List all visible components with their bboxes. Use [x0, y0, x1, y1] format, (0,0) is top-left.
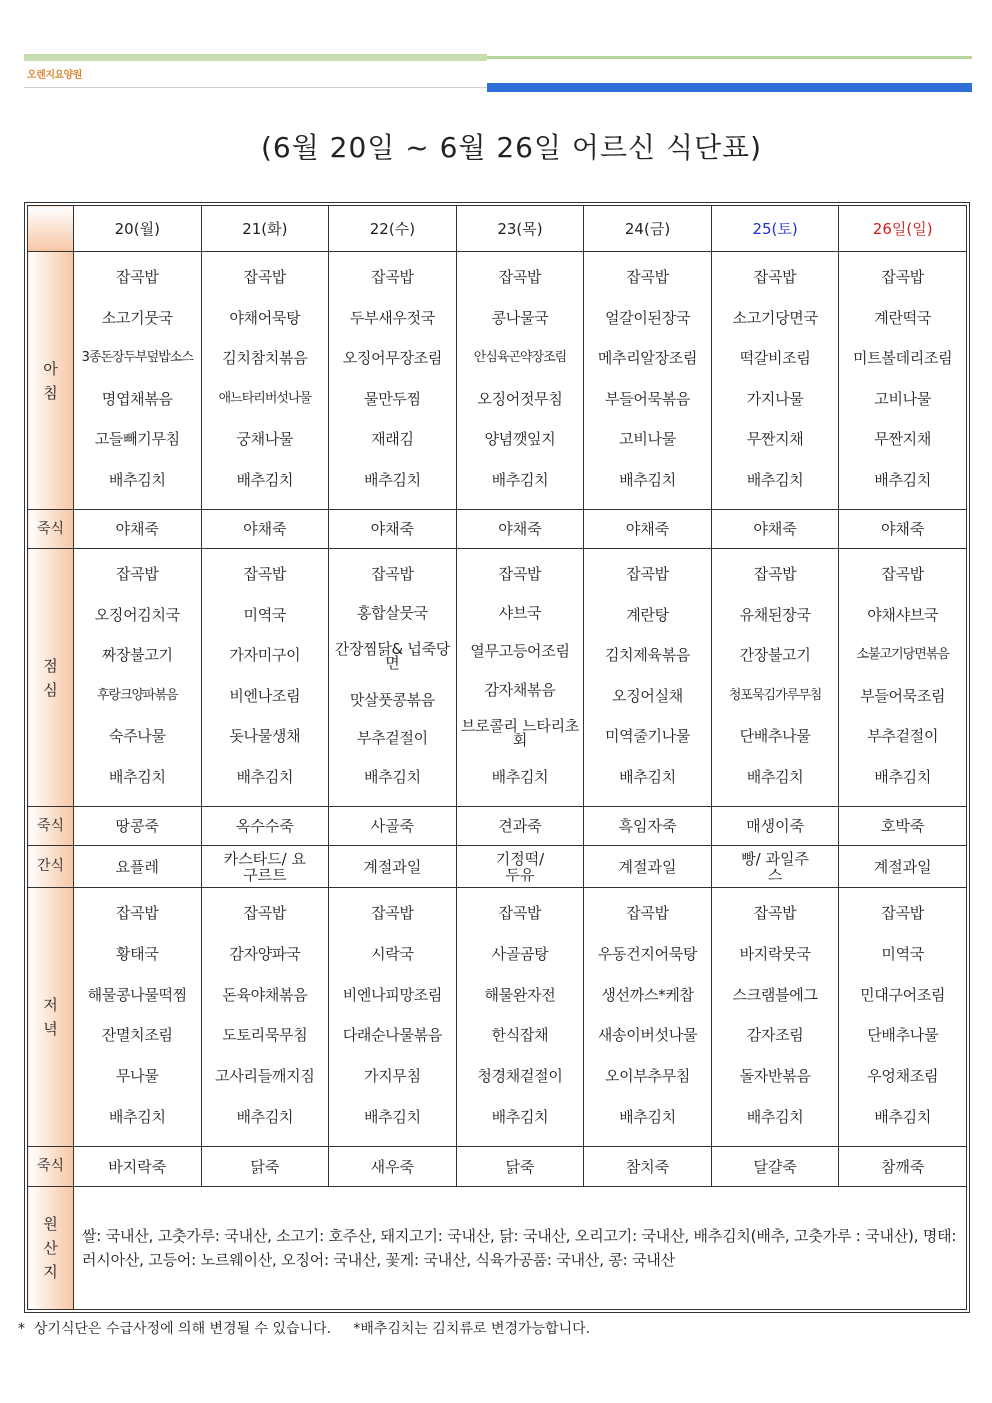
menu-item: 잡곡밥: [243, 565, 287, 583]
day-header-mon: 20(월): [74, 206, 202, 252]
menu-item: 간장불고기: [739, 646, 811, 665]
origin-row: [28, 1187, 967, 1310]
porridge-cell: 달걀죽: [711, 1147, 839, 1187]
menu-item: 콩나물국: [491, 308, 549, 327]
menu-item: 배추김치: [491, 470, 549, 489]
dinner-menu-list: [457, 888, 584, 1146]
menu-item: 오이부추무침: [604, 1067, 691, 1086]
menu-item: 무짠지채: [874, 430, 932, 449]
menu-item: 안심육곤약장조림: [473, 350, 567, 366]
menu-item: 비엔나조림: [229, 686, 301, 705]
menu-item: 3종돈장두부덮밥소스: [81, 350, 193, 366]
menu-item: 잡곡밥: [626, 904, 669, 922]
day-header-wed: 22(수): [329, 206, 457, 252]
menu-item: 민대구어조림: [860, 985, 946, 1004]
lunch-menu-list: [74, 549, 201, 806]
menu-item: 잡곡밥: [753, 904, 797, 922]
menu-item: 스크램블에그: [732, 985, 818, 1004]
dinner-cell: [584, 888, 712, 1147]
menu-item: 배추김치: [746, 767, 804, 786]
header-green-bar: [24, 54, 487, 61]
menu-item: 잡곡밥: [753, 268, 797, 286]
dinner-menu-list: [839, 888, 966, 1146]
snack-cell: 빵/ 과일주스: [711, 846, 839, 888]
menu-item: 야채샤브국: [867, 605, 939, 624]
lunch-cell: [74, 549, 202, 807]
menu-item: 잡곡밥: [881, 268, 924, 286]
menu-item: 무나물: [115, 1067, 159, 1086]
porridge-cell: 호박죽: [839, 807, 967, 846]
menu-item: 오징어젓무침: [477, 389, 563, 408]
porridge-cell: 참깨죽: [839, 1147, 967, 1187]
menu-item: 미역국: [243, 605, 287, 624]
lunch-menu-list: [457, 549, 584, 806]
footnote: * 상기식단은 수급사정에 의해 변경될 수 있습니다. *배추김치는 김치류로 변경가능합니다.: [18, 1321, 591, 1337]
menu-item: 잡곡밥: [626, 268, 669, 286]
header-green-line: [487, 56, 972, 59]
day-header-sat: 25(토): [711, 206, 839, 252]
menu-item: 감자조림: [746, 1026, 804, 1045]
menu-item: 배추김치: [236, 767, 294, 786]
lunch-cell: [584, 549, 712, 807]
menu-item: 잡곡밥: [115, 565, 159, 583]
menu-item: 가자미구이: [229, 646, 301, 665]
day-header-fri: 24(금): [584, 206, 712, 252]
menu-item: 잡곡밥: [243, 904, 287, 922]
dinner-cell: [711, 888, 839, 1147]
breakfast-cell: [201, 252, 329, 510]
menu-item: 해물콩나물떡찜: [87, 985, 187, 1004]
menu-item: 소고기뭇국: [101, 308, 173, 327]
menu-item: 감자채볶음: [484, 680, 556, 699]
dinner-menu-list: [202, 888, 329, 1146]
row-label-dinner: [28, 888, 74, 1147]
menu-item: 잡곡밥: [371, 565, 414, 583]
breakfast-cell: [74, 252, 202, 510]
breakfast-cell: [456, 252, 584, 510]
day-header-row: [28, 206, 967, 252]
menu-item: 청경채겉절이: [477, 1067, 563, 1086]
menu-item: 돗나물생채: [229, 727, 301, 746]
menu-item: 김치참치볶음: [222, 349, 308, 368]
menu-item: 소고기당면국: [732, 308, 818, 327]
porridge-cell: 옥수수죽: [201, 807, 329, 846]
dinner-menu-list: [712, 888, 839, 1146]
menu-item: 감자양파국: [229, 944, 301, 963]
label-text: 원 산 지: [43, 1215, 58, 1281]
menu-item: 잡곡밥: [498, 268, 542, 286]
menu-item: 짜장불고기: [101, 646, 173, 665]
menu-item: 잡곡밥: [881, 565, 924, 583]
menu-item: 우엉채조림: [867, 1067, 939, 1086]
breakfast-menu-list: [457, 252, 584, 509]
org-name: 오렌지요양원: [27, 70, 82, 81]
header-blue-bar: [487, 83, 972, 92]
dinner-menu-list: [584, 888, 711, 1146]
porridge-cell: 야채죽: [329, 510, 457, 549]
page-title: (6월 20일 ~ 6월 26일 어르신 식단표): [260, 131, 763, 164]
menu-item: 미트볼데리조림: [853, 349, 953, 368]
porridge-cell: 매생이죽: [711, 807, 839, 846]
dinner-menu-list: [74, 888, 201, 1146]
menu-table-frame: [24, 202, 970, 1313]
row-label-snack: 간식: [28, 846, 74, 888]
snack-cell: 계절과일: [584, 846, 712, 888]
menu-item: 잔멸치조림: [101, 1026, 173, 1045]
menu-item: 맛살풋콩볶음: [349, 690, 435, 709]
dinner-cell: [329, 888, 457, 1147]
menu-item: 오징어실채: [612, 686, 683, 705]
menu-item: 사골곰탕: [491, 944, 549, 963]
snack-cell: 계절과일: [839, 846, 967, 888]
lunch-menu-list: [839, 549, 966, 806]
menu-item: 해물완자전: [484, 985, 556, 1004]
menu-item: 새송이버섯나물: [597, 1026, 698, 1045]
menu-item: 배추김치: [491, 1107, 549, 1126]
porridge-cell: 사골죽: [329, 807, 457, 846]
dinner-menu-list: [329, 888, 456, 1146]
menu-item: 잡곡밥: [498, 565, 542, 583]
menu-item: 배추김치: [236, 470, 294, 489]
menu-item: 후랑크양파볶음: [96, 687, 178, 703]
lunch-porridge-row: [28, 807, 967, 846]
breakfast-menu-list: [74, 252, 201, 509]
menu-item: 배추김치: [364, 767, 421, 786]
porridge-cell: 야채죽: [711, 510, 839, 549]
lunch-cell: [329, 549, 457, 807]
menu-item: 잡곡밥: [626, 565, 669, 583]
dinner-row: [28, 888, 967, 1147]
lunch-menu-list: [712, 549, 839, 806]
label-text: 아 침: [43, 359, 58, 402]
menu-item: 잡곡밥: [498, 904, 542, 922]
menu-item: 배추김치: [108, 470, 166, 489]
menu-item: 황태국: [115, 944, 159, 963]
menu-item: 궁채나물: [236, 430, 294, 449]
menu-item: 고들빼기무침: [94, 430, 180, 449]
menu-item: 잡곡밥: [753, 565, 797, 583]
dinner-cell: [74, 888, 202, 1147]
snack-cell: 계절과일: [329, 846, 457, 888]
menu-item: 고비나물: [619, 430, 676, 449]
snack-cell: 요플레: [74, 846, 202, 888]
menu-item: 배추김치: [874, 470, 932, 489]
menu-item: 양념깻잎지: [484, 430, 556, 449]
breakfast-menu-list: [839, 252, 966, 509]
porridge-cell: 참치죽: [584, 1147, 712, 1187]
menu-item: 가지무침: [364, 1067, 421, 1086]
menu-item: 돈육야채볶음: [222, 985, 308, 1004]
menu-item: 다래순나물볶음: [342, 1026, 443, 1045]
menu-item: 열무고등어조림: [470, 642, 570, 661]
menu-item: 가지나물: [746, 389, 804, 408]
breakfast-menu-list: [329, 252, 456, 509]
menu-item: 부추겉절이: [867, 727, 939, 746]
menu-item: 한식잡채: [491, 1026, 549, 1045]
lunch-row: [28, 549, 967, 807]
porridge-cell: 바지락죽: [74, 1147, 202, 1187]
snack-cell: 카스타드/ 요구르트: [201, 846, 329, 888]
header-divider: [24, 87, 487, 88]
menu-item: 브로콜리 느타리초회: [460, 717, 579, 750]
menu-item: 유채된장국: [739, 605, 811, 624]
porridge-cell: 땅콩죽: [74, 807, 202, 846]
menu-item: 배추김치: [619, 1107, 676, 1126]
menu-item: 미역국: [881, 944, 924, 963]
menu-item: 단배추나물: [867, 1026, 939, 1045]
menu-item: 배추김치: [236, 1107, 294, 1126]
menu-item: 부들어묵조림: [860, 686, 946, 705]
breakfast-menu-list: [584, 252, 711, 509]
menu-item: 두부새우젓국: [349, 308, 435, 327]
breakfast-menu-list: [712, 252, 839, 509]
menu-item: 잡곡밥: [371, 904, 414, 922]
menu-item: 돌자반볶음: [739, 1067, 811, 1086]
menu-item: 도토리묵무침: [222, 1026, 308, 1045]
menu-item: 배추김치: [746, 1107, 804, 1126]
menu-item: 소불고기당면볶음: [856, 647, 949, 663]
menu-item: 잡곡밥: [881, 904, 924, 922]
menu-item: 미역줄기나물: [604, 727, 691, 746]
porridge-cell: 닭죽: [201, 1147, 329, 1187]
menu-item: 김치제육볶음: [604, 646, 691, 665]
breakfast-porridge-row: [28, 510, 967, 549]
menu-item: 부추겉절이: [356, 729, 428, 748]
menu-item: 배추김치: [108, 1107, 166, 1126]
menu-item: 단배추나물: [739, 727, 811, 746]
menu-item: 메추리알장조림: [597, 349, 698, 368]
menu-item: 생선까스*케찹: [601, 985, 694, 1004]
porridge-cell: 새우죽: [329, 1147, 457, 1187]
menu-item: 배추김치: [491, 767, 549, 786]
day-header-thu: 23(목): [456, 206, 584, 252]
row-label-porridge: 죽식: [28, 510, 74, 549]
menu-item: 배추김치: [108, 767, 166, 786]
origin-text: 쌀: 국내산, 고춧가루: 국내산, 소고기: 호주산, 돼지고기: 국내산, 닭: 국내산, 오리고기: 국내산, 배추김치(배추, 고춧가루 : 국내산), 명태: 러시아산, 고등어: 노르웨이산, 오징어: 국내산, 꽃게: 국내산, 식육가공품: 국내산, 콩: 국내산: [74, 1187, 967, 1310]
row-label-porridge: 죽식: [28, 1147, 74, 1187]
porridge-cell: 야채죽: [201, 510, 329, 549]
menu-item: 숙주나물: [108, 727, 166, 746]
menu-item: 잡곡밥: [243, 268, 287, 286]
breakfast-cell: [584, 252, 712, 510]
corner-cell: [28, 206, 74, 252]
menu-item: 배추김치: [619, 767, 676, 786]
lunch-cell: [711, 549, 839, 807]
row-label-porridge: 죽식: [28, 807, 74, 846]
menu-item: 잡곡밥: [115, 904, 159, 922]
menu-item: 시락국: [371, 944, 414, 963]
porridge-cell: 견과죽: [456, 807, 584, 846]
porridge-cell: 야채죽: [74, 510, 202, 549]
menu-item: 우동건지어묵탕: [597, 944, 698, 963]
breakfast-menu-list: [202, 252, 329, 509]
menu-item: 재래김: [371, 430, 414, 449]
dinner-cell: [201, 888, 329, 1147]
menu-item: 배추김치: [364, 1107, 421, 1126]
row-label-origin: [28, 1187, 74, 1310]
row-label-lunch: [28, 549, 74, 807]
menu-item: 잡곡밥: [371, 268, 414, 286]
breakfast-row: [28, 252, 967, 510]
menu-item: 배추김치: [874, 767, 932, 786]
menu-table: [27, 205, 967, 1310]
menu-item: 물만두찜: [364, 389, 421, 408]
breakfast-cell: [329, 252, 457, 510]
menu-item: 청포묵김가루무침: [728, 687, 822, 703]
menu-item: 떡갈비조림: [739, 349, 811, 368]
menu-item: 계란탕: [626, 605, 669, 624]
porridge-cell: 흑임자죽: [584, 807, 712, 846]
label-text: 저 녁: [43, 996, 58, 1038]
menu-item: 배추김치: [619, 470, 676, 489]
menu-item: 고사리들깨지짐: [215, 1067, 315, 1086]
day-header-sun: 26일(일): [839, 206, 967, 252]
porridge-cell: 야채죽: [456, 510, 584, 549]
menu-item: 배추김치: [364, 470, 421, 489]
menu-item: 바지락뭇국: [739, 944, 811, 963]
menu-item: 얼갈이된장국: [604, 308, 691, 327]
day-header-tue: 21(화): [201, 206, 329, 252]
menu-item: 비엔나피망조림: [342, 985, 443, 1004]
snack-cell: 기정떡/ 두유: [456, 846, 584, 888]
lunch-cell: [201, 549, 329, 807]
lunch-cell: [456, 549, 584, 807]
breakfast-cell: [711, 252, 839, 510]
menu-item: 간장찜닭& 넙죽당면: [334, 640, 450, 673]
menu-item: 명엽채볶음: [101, 389, 173, 408]
menu-item: 오징어김치국: [94, 605, 180, 624]
menu-item: 배추김치: [746, 470, 804, 489]
menu-item: 무짠지채: [746, 430, 804, 449]
menu-item: 잡곡밥: [115, 268, 159, 286]
snack-row: [28, 846, 967, 888]
lunch-cell: [839, 549, 967, 807]
menu-item: 부들어묵볶음: [604, 389, 691, 408]
dinner-cell: [839, 888, 967, 1147]
menu-item: 배추김치: [874, 1107, 932, 1126]
label-text: 점 심: [43, 656, 58, 699]
porridge-cell: 야채죽: [839, 510, 967, 549]
menu-item: 계란떡국: [874, 308, 932, 327]
porridge-cell: 야채죽: [584, 510, 712, 549]
porridge-cell: 닭죽: [456, 1147, 584, 1187]
dinner-porridge-row: [28, 1147, 967, 1187]
lunch-menu-list: [329, 549, 456, 806]
menu-item: 고비나물: [874, 389, 932, 408]
menu-item: 오징어무장조림: [342, 349, 443, 368]
row-label-breakfast: [28, 252, 74, 510]
menu-item: 샤브국: [498, 603, 542, 622]
menu-item: 홍합살뭇국: [356, 603, 428, 622]
menu-item: 야채어묵탕: [229, 308, 301, 327]
breakfast-cell: [839, 252, 967, 510]
lunch-menu-list: [584, 549, 711, 806]
dinner-cell: [456, 888, 584, 1147]
lunch-menu-list: [202, 549, 329, 806]
menu-item: 애느타리버섯나물: [218, 390, 312, 406]
